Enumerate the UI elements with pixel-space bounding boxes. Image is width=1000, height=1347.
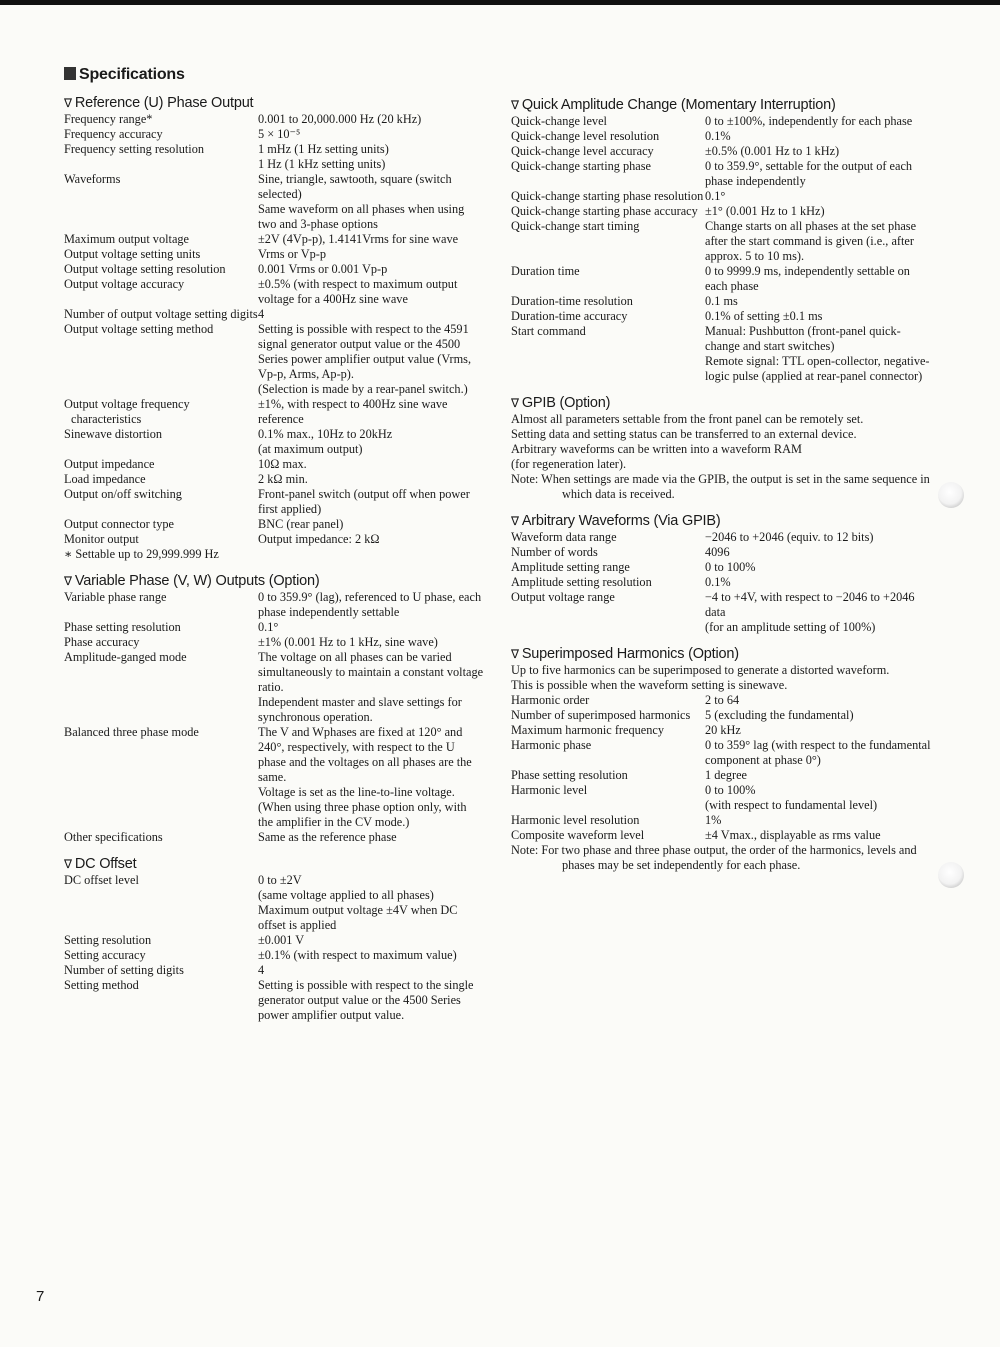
triangle-icon: ∇ xyxy=(511,514,519,528)
spec-label: Quick-change start timing xyxy=(511,219,640,233)
section-note: Note: For two phase and three phase output, the order of the harmonics, levels and phases may be set independently for each phase. xyxy=(511,843,917,872)
spec-label: Waveforms xyxy=(64,172,121,186)
spec-value-line: (with respect to fundamental level) xyxy=(705,798,878,812)
spec-value-line: 1 Hz (1 kHz setting units) xyxy=(258,157,386,171)
binder-hole-icon xyxy=(938,482,964,508)
spec-value-line: ±1% (0.001 Hz to 1 kHz, sine wave) xyxy=(258,635,438,649)
spec-label: Waveform data range xyxy=(511,530,617,544)
spec-value-line: −2046 to +2046 (equiv. to 12 bits) xyxy=(705,530,874,544)
spec-label: Amplitude setting resolution xyxy=(511,575,652,589)
spec-value xyxy=(258,247,484,262)
spec-row xyxy=(511,723,931,738)
spec-row xyxy=(64,933,484,948)
spec-row xyxy=(64,963,484,978)
spec-row xyxy=(511,530,931,545)
spec-row xyxy=(64,830,484,845)
spec-value-line: Front-panel switch (output off when power first applied) xyxy=(258,487,470,516)
page-number: 7 xyxy=(36,1288,45,1305)
spec-value-line: 1% xyxy=(705,813,722,827)
spec-row xyxy=(64,725,484,830)
spec-row xyxy=(64,142,484,172)
spec-row xyxy=(64,650,484,725)
spec-value xyxy=(258,457,484,472)
spec-row xyxy=(511,264,931,294)
spec-value xyxy=(258,635,484,650)
section-title-text: Variable Phase (V, W) Outputs (Option) xyxy=(74,573,320,589)
spec-label: Quick-change level accuracy xyxy=(511,144,654,158)
spec-label: Balanced three phase mode xyxy=(64,725,199,739)
spec-row xyxy=(64,322,484,397)
spec-label: Number of words xyxy=(511,545,598,559)
spec-row xyxy=(511,708,931,723)
spec-label: Other specifications xyxy=(64,830,163,844)
spec-label: Harmonic level resolution xyxy=(511,813,640,827)
spec-row xyxy=(64,427,484,457)
spec-row xyxy=(64,620,484,635)
spec-section xyxy=(511,96,931,384)
spec-value-line: 0.1 ms xyxy=(705,294,738,308)
spec-value-line: (at maximum output) xyxy=(258,442,363,456)
spec-row xyxy=(64,112,484,127)
spec-row xyxy=(511,189,931,204)
spec-value xyxy=(705,575,931,590)
spec-row xyxy=(511,813,931,828)
spec-row xyxy=(64,172,484,232)
spec-label: Output on/off switching xyxy=(64,487,182,501)
spec-value xyxy=(705,530,931,545)
binder-hole-icon xyxy=(938,862,964,888)
spec-row xyxy=(64,873,484,933)
spec-row xyxy=(64,532,484,547)
spec-section xyxy=(64,855,484,1023)
spec-label: Harmonic level xyxy=(511,783,588,797)
section-title-text: Reference (U) Phase Output xyxy=(74,95,254,111)
spec-label: Frequency setting resolution xyxy=(64,142,205,156)
spec-row xyxy=(64,307,484,322)
spec-row xyxy=(64,277,484,307)
spec-value xyxy=(258,620,484,635)
spec-value-line: ±2V (4Vp-p), 1.4141Vrms for sine wave xyxy=(258,232,459,246)
spec-row xyxy=(64,127,484,142)
triangle-icon: ∇ xyxy=(511,396,519,410)
spec-label: Output voltage accuracy xyxy=(64,277,185,291)
triangle-icon: ∇ xyxy=(64,574,72,588)
spec-label: Number of output voltage setting digits xyxy=(64,307,258,321)
spec-value-line: 0.1% max., 10Hz to 20kHz xyxy=(258,427,393,441)
spec-label: Number of setting digits xyxy=(64,963,184,977)
spec-value-line: 5 × 10⁻⁵ xyxy=(258,127,301,141)
spec-row xyxy=(64,487,484,517)
spec-value-line: 0 to ±2V xyxy=(258,873,302,887)
spec-value xyxy=(258,262,484,277)
spec-value-line: 1 mHz (1 Hz setting units) xyxy=(258,142,389,156)
spec-row xyxy=(511,144,931,159)
spec-value-line: 0.1° xyxy=(258,620,279,634)
section-paragraph: Up to five harmonics can be superimposed to generate a distorted waveform. xyxy=(511,663,890,677)
spec-value-line: ±0.1% (with respect to maximum value) xyxy=(258,948,457,962)
spec-row xyxy=(64,635,484,650)
spec-row xyxy=(511,129,931,144)
spec-value-line: 0 to 100% xyxy=(705,783,756,797)
spec-row xyxy=(511,219,931,264)
spec-value xyxy=(258,650,484,725)
spec-value xyxy=(705,294,931,309)
spec-value xyxy=(705,828,931,843)
spec-row xyxy=(511,545,931,560)
spec-label: Harmonic order xyxy=(511,693,590,707)
spec-label: Duration-time resolution xyxy=(511,294,633,308)
spec-row xyxy=(511,575,931,590)
spec-value-line: Independent master and slave settings for synchronous operation. xyxy=(258,695,462,724)
section-note: Note: When settings are made via the GPIB, the output is set in the same sequence in which data is received. xyxy=(511,472,930,501)
spec-value-line: 0.001 to 20,000.000 Hz (20 kHz) xyxy=(258,112,422,126)
spec-value xyxy=(705,590,931,635)
spec-value-line: 20 kHz xyxy=(705,723,741,737)
spec-value-line: The voltage on all phases can be varied simultaneously to maintain a constant voltage ratio. xyxy=(258,650,484,694)
spec-value xyxy=(705,219,931,264)
spec-value xyxy=(705,204,931,219)
spec-value xyxy=(705,144,931,159)
triangle-icon: ∇ xyxy=(511,647,519,661)
spec-label: Output connector type xyxy=(64,517,174,531)
spec-value xyxy=(258,725,484,830)
spec-row xyxy=(511,783,931,813)
spec-value-line: Change starts on all phases at the set phase after the start command is given (i.e., after approx. 5 to 10 ms). xyxy=(705,219,917,263)
spec-value xyxy=(258,830,484,845)
spec-label: Quick-change level resolution xyxy=(511,129,660,143)
spec-label: Phase setting resolution xyxy=(511,768,628,782)
spec-value-line: 0.1% xyxy=(705,129,731,143)
spec-label: Sinewave distortion xyxy=(64,427,163,441)
spec-value-line: Setting is possible with respect to the 4591 signal generator output value or the 4500 Series power amplifier output value (Vrms, Vp-p, Arms, Ap-p). xyxy=(258,322,472,381)
section-paragraph: (for regeneration later). xyxy=(511,457,627,471)
spec-value-line: 5 (excluding the fundamental) xyxy=(705,708,854,722)
spec-row xyxy=(511,828,931,843)
spec-row xyxy=(64,457,484,472)
spec-value-line: (Selection is made by a rear-panel switch.) xyxy=(258,382,468,396)
spec-value xyxy=(258,142,484,172)
spec-value xyxy=(258,127,484,142)
section-title-text: GPIB (Option) xyxy=(521,395,611,411)
square-bullet-icon xyxy=(64,67,76,80)
spec-row xyxy=(64,517,484,532)
spec-value xyxy=(705,783,931,813)
spec-value xyxy=(705,159,931,189)
spec-label: Output voltage setting method xyxy=(64,322,214,336)
spec-value-line: Same waveform on all phases when using two and 3-phase options xyxy=(258,202,465,231)
spec-value xyxy=(258,472,484,487)
spec-label: Number of superimposed harmonics xyxy=(511,708,691,722)
section-title xyxy=(511,512,931,530)
spec-label: Phase accuracy xyxy=(64,635,140,649)
spec-row xyxy=(511,204,931,219)
spec-label: Quick-change starting phase accuracy xyxy=(511,204,698,218)
spec-value xyxy=(705,264,931,294)
spec-label: Output voltage setting resolution xyxy=(64,262,226,276)
spec-row xyxy=(511,114,931,129)
section-title-text: Arbitrary Waveforms (Via GPIB) xyxy=(521,513,721,529)
spec-label: Quick-change level xyxy=(511,114,607,128)
spec-value-line: Voltage is set as the line-to-line voltage. (When using three phase option only, with the amplifier in the CV mode.) xyxy=(258,785,467,829)
spec-row xyxy=(64,397,484,427)
spec-row xyxy=(64,948,484,963)
spec-label: Quick-change starting phase resolution xyxy=(511,189,704,203)
spec-row xyxy=(511,768,931,783)
spec-row xyxy=(64,232,484,247)
section-paragraph: Almost all parameters settable from the front panel can be remotely set. xyxy=(511,412,864,426)
spec-label: DC offset level xyxy=(64,873,139,887)
spec-value-line: ±0.001 V xyxy=(258,933,305,947)
spec-row xyxy=(64,978,484,1023)
spec-value-line: Manual: Pushbutton (front-panel quick-change and start switches) xyxy=(705,324,901,353)
spec-value xyxy=(705,738,931,768)
spec-value-line: 0 to ±100%, independently for each phase xyxy=(705,114,913,128)
spec-value-line: 10Ω max. xyxy=(258,457,307,471)
spec-value-line: 0.001 Vrms or 0.001 Vp-p xyxy=(258,262,388,276)
spec-value-line: Sine, triangle, sawtooth, square (switch selected) xyxy=(258,172,452,201)
spec-label: Setting resolution xyxy=(64,933,152,947)
spec-row xyxy=(511,738,931,768)
spec-label: Setting accuracy xyxy=(64,948,146,962)
spec-row xyxy=(511,590,931,635)
spec-value-line: 0.1% xyxy=(705,575,731,589)
triangle-icon: ∇ xyxy=(511,98,519,112)
spec-label: Duration time xyxy=(511,264,580,278)
spec-value-line: ±1%, with respect to 400Hz sine wave reference xyxy=(258,397,448,426)
spec-value xyxy=(258,172,484,232)
spec-value-line: 0 to 100% xyxy=(705,560,756,574)
spec-value xyxy=(258,397,484,427)
spec-row xyxy=(64,247,484,262)
spec-section xyxy=(64,572,484,845)
spec-label: Frequency accuracy xyxy=(64,127,163,141)
spec-value-line: Remote signal: TTL open-collector, negative-logic pulse (applied at rear-panel connector) xyxy=(705,354,930,383)
spec-value-line: 2 kΩ min. xyxy=(258,472,308,486)
spec-label: Output voltage range xyxy=(511,590,615,604)
spec-section xyxy=(511,645,931,873)
spec-value-line: (for an amplitude setting of 100%) xyxy=(705,620,876,634)
spec-value-line: BNC (rear panel) xyxy=(258,517,344,531)
left-column xyxy=(64,94,484,1033)
spec-row xyxy=(511,560,931,575)
spec-value xyxy=(258,590,484,620)
spec-value-line: 0 to 359.9°, settable for the output of each phase independently xyxy=(705,159,913,188)
spec-row xyxy=(511,309,931,324)
spec-label: Output voltage setting units xyxy=(64,247,201,261)
spec-value xyxy=(705,813,931,828)
spec-label: Quick-change starting phase xyxy=(511,159,651,173)
spec-label: Harmonic phase xyxy=(511,738,592,752)
footnote: ∗ Settable up to 29,999.999 Hz xyxy=(64,547,219,561)
spec-value xyxy=(258,873,484,933)
spec-label: Maximum harmonic frequency xyxy=(511,723,664,737)
spec-label: Setting method xyxy=(64,978,139,992)
spec-value-line: ±4 Vmax., displayable as rms value xyxy=(705,828,881,842)
spec-section xyxy=(511,512,931,635)
section-title xyxy=(64,94,484,112)
section-paragraph: This is possible when the waveform setting is sinewave. xyxy=(511,678,788,692)
section-title-text: Quick Amplitude Change (Momentary Interruption) xyxy=(521,97,836,113)
spec-value-line: 4 xyxy=(258,307,265,321)
spec-value-line: Vrms or Vp-p xyxy=(258,247,327,261)
spec-value xyxy=(258,487,484,517)
spec-label: Composite waveform level xyxy=(511,828,645,842)
section-title-text: DC Offset xyxy=(74,856,137,872)
spec-row xyxy=(511,294,931,309)
spec-value xyxy=(705,693,931,708)
spec-value xyxy=(705,545,931,560)
spec-value xyxy=(258,933,484,948)
spec-label: Load impedance xyxy=(64,472,146,486)
spec-value-line: ±1° (0.001 Hz to 1 kHz) xyxy=(705,204,825,218)
spec-row xyxy=(511,324,931,384)
spec-value-line: Setting is possible with respect to the single generator output value or the 4500 Series power amplifier output value. xyxy=(258,978,474,1022)
spec-section xyxy=(64,94,484,562)
spec-value-line: 0.1° xyxy=(705,189,726,203)
spec-value xyxy=(258,112,484,127)
spec-label: Amplitude-ganged mode xyxy=(64,650,187,664)
spec-value-line: The V and Wphases are fixed at 120° and 240°, respectively, with respect to the U phase and the voltages on all phases are the same. xyxy=(258,725,472,784)
spec-value-line: 1 degree xyxy=(705,768,747,782)
spec-value xyxy=(705,708,931,723)
spec-value xyxy=(705,560,931,575)
spec-label: Output impedance xyxy=(64,457,155,471)
spec-value xyxy=(705,189,931,204)
spec-section xyxy=(511,394,931,502)
spec-value xyxy=(258,532,484,547)
spec-value-line: (same voltage applied to all phases) xyxy=(258,888,434,902)
spec-value xyxy=(705,324,931,384)
spec-value xyxy=(705,723,931,738)
spec-label: Duration-time accuracy xyxy=(511,309,628,323)
page-title xyxy=(64,66,185,84)
spec-label: Monitor output xyxy=(64,532,139,546)
top-border xyxy=(0,0,1000,5)
spec-value-line: −4 to +4V, with respect to −2046 to +2046 data xyxy=(705,590,915,619)
section-title-text: Superimposed Harmonics (Option) xyxy=(521,646,739,662)
spec-row xyxy=(511,693,931,708)
spec-row xyxy=(64,262,484,277)
spec-label: Phase setting resolution xyxy=(64,620,181,634)
right-column xyxy=(511,96,931,883)
triangle-icon: ∇ xyxy=(64,857,72,871)
spec-value xyxy=(258,232,484,247)
spec-value xyxy=(258,948,484,963)
spec-value xyxy=(258,322,484,397)
spec-label: Maximum output voltage xyxy=(64,232,190,246)
spec-value xyxy=(258,427,484,457)
section-title xyxy=(64,572,484,590)
triangle-icon: ∇ xyxy=(64,96,72,110)
spec-value-line: ±0.5% (with respect to maximum output voltage for a 400Hz sine wave xyxy=(258,277,458,306)
section-title xyxy=(64,855,484,873)
spec-value xyxy=(705,768,931,783)
spec-value-line: 2 to 64 xyxy=(705,693,740,707)
spec-value-line: 4096 xyxy=(705,545,730,559)
spec-value-line: 4 xyxy=(258,963,265,977)
spec-value-line: Maximum output voltage ±4V when DC offset is applied xyxy=(258,903,458,932)
spec-value xyxy=(258,963,484,978)
spec-value-line: Output impedance: 2 kΩ xyxy=(258,532,380,546)
spec-label: Output voltage frequency characteristics xyxy=(64,397,190,426)
spec-value-line: 0 to 359° lag (with respect to the fundamental component at phase 0°) xyxy=(705,738,931,767)
section-paragraph: Setting data and setting status can be transferred to an external device. xyxy=(511,427,857,441)
spec-value xyxy=(705,129,931,144)
spec-row xyxy=(64,590,484,620)
page-title-text: Specifications xyxy=(79,66,185,83)
spec-value-line: 0 to 9999.9 ms, independently settable on each phase xyxy=(705,264,910,293)
section-title xyxy=(511,645,931,663)
spec-value xyxy=(705,114,931,129)
spec-value-line: ±0.5% (0.001 Hz to 1 kHz) xyxy=(705,144,840,158)
spec-value xyxy=(258,978,484,1023)
spec-label: Start command xyxy=(511,324,586,338)
spec-value xyxy=(258,307,484,322)
spec-value xyxy=(258,517,484,532)
spec-row xyxy=(64,472,484,487)
spec-label: Frequency range* xyxy=(64,112,153,126)
spec-label: Variable phase range xyxy=(64,590,167,604)
section-title xyxy=(511,394,931,412)
section-paragraph: Arbitrary waveforms can be written into a waveform RAM xyxy=(511,442,802,456)
spec-label: Amplitude setting range xyxy=(511,560,630,574)
spec-value xyxy=(258,277,484,307)
section-title xyxy=(511,96,931,114)
spec-value xyxy=(705,309,931,324)
spec-row xyxy=(511,159,931,189)
spec-value-line: 0.1% of setting ±0.1 ms xyxy=(705,309,823,323)
spec-value-line: Same as the reference phase xyxy=(258,830,397,844)
spec-value-line: 0 to 359.9° (lag), referenced to U phase, each phase independently settable xyxy=(258,590,482,619)
